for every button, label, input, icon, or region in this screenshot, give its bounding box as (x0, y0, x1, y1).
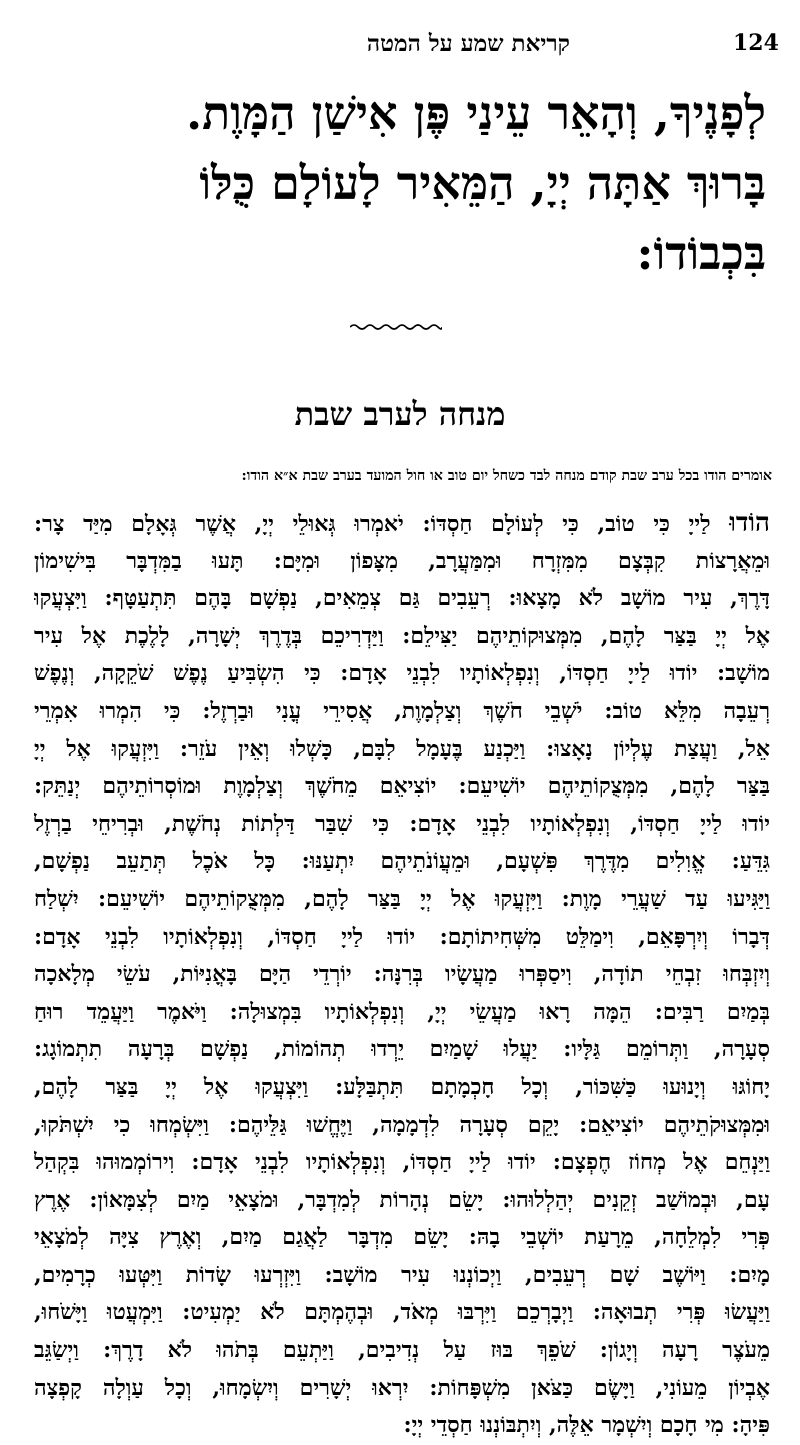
psalm-line: וְיִזְבְּחוּ זִבְחֵי תוֹדָה, וִיסַפְּרוּ מַעֲשָׂיו בְּרִנָּה: יוֹרְדֵי הַיָּם בָּאֳנִיּוֹת, עֹשֵׂי מְלָאכָה (34, 961, 770, 988)
psalm-line: וּמִמְּצוּקֹתֵיהֶם יוֹצִיאֵם: יָקֵם סְעָרָה לִדְמָמָה, וַיֶּחֱשׁוּ גַּלֵּיהֶם: וַיִּשְׂמְחוּ כִי יִשְׁתֹּקוּ, (34, 1111, 770, 1138)
psalm-line: אֵל, וַעֲצַת עֶלְיוֹן נָאָצוּ: וַיַּכְנַע בֶּעָמָל לִבָּם, כָּשְׁלוּ וְאֵין עֹזֵר: וַיִּזְעֲקוּ אֶל יְיָ (34, 735, 770, 762)
psalm-line: בְּמַיִם רַבִּים: הֵמָּה רָאוּ מַעֲשֵׂי יְיָ, וְנִפְלְאוֹתָיו בִּמְצוּלָה: וַיֹּאמֶר וַיַּעֲמֵד רוּחַ (34, 998, 770, 1025)
psalm-line: פִּיהָ: מִי חָכָם וְיִשְׁמָר אֵלֶּה, וְיִתְבּוֹנְנוּ חַסְדֵי יְיָ: (403, 1412, 770, 1439)
psalm-line: וּמֵאֲרָצוֹת קִבְּצָם מִמִּזְרָח וּמִמַּעֲרָב, מִצָּפוֹן וּמִיָּם: תָּעוּ בַמִּדְבָּר בִּישִׁימוֹן (34, 547, 770, 574)
psalm-line: וַיַּגִּיעוּ עַד שַׁעֲרֵי מָוֶת: וַיִּזְעֲקוּ אֶל יְיָ בַּצַּר לָהֶם, מִמְּצֻקוֹתֵיהֶם יוֹשִׁיעֵם: יִשְׁלַח (34, 885, 770, 912)
psalm-line: גִּדֵּעַ: אֱוִלִים מִדֶּרֶךְ פִּשְׁעָם, וּמֵעֲוֹנֹתֵיהֶם יִתְעַנּוּ: כָּל אֹכֶל תְּתַעֵב נַפְשָׁם, (34, 848, 770, 875)
psalm-line: וַיַּנְחֵם אֶל מְחוֹז חֶפְצָם: יוֹדוּ לַייָ חַסְדּוֹ, וְנִפְלְאוֹתָיו לִבְנֵי אָדָם: וִירוֹמְמוּהוּ בִּקְהַל (34, 1149, 770, 1176)
psalm-line: דָּרֶךְ, עִיר מוֹשָׁב לֹא מָצָאוּ: רְעֵבִים גַּם צְמֵאִים, נַפְשָׁם בָּהֶם תִּתְעַטָּף: וַיִּצְעֲקוּ (34, 585, 770, 612)
psalm-lead-word: הוֹדוּ (729, 508, 770, 538)
closing-blessing-line: לְפָנֶיךָ, וְהָאֵר עֵינַי פֶּן אִישַׁן הַמָּוֶת. (186, 86, 766, 140)
page-number: 124 (733, 30, 779, 56)
psalm-line: מֵעֹצֶר רָעָה וְיָגוֹן: שֹׁפֵךְ בּוּז עַל נְדִיבִים, וַיַּתְעֵם בְּתֹהוּ לֹא דָרֶךְ: וַיְשַׂגֵּב (34, 1337, 770, 1364)
psalm-line: יָחוֹגּוּ וְיָנוּעוּ כַּשִּׁכּוֹר, וְכָל חָכְמָתָם תִּתְבַּלָּע: וַיִּצְעֲקוּ אֶל יְיָ בַּצַּר לָהֶם, (34, 1073, 770, 1100)
psalm-line (34, 505, 770, 543)
wavy-divider-ornament (350, 320, 442, 334)
psalm-line: רְעֵבָה מִלֵּא טוֹב: יֹשְׁבֵי חֹשֶׁךְ וְצַלְמָוֶת, אֲסִירֵי עֳנִי וּבַרְזֶל: כִּי הִמְרוּ אִמְרֵי (34, 697, 770, 724)
psalm-line: סְעָרָה, וַתְּרוֹמֵם גַּלָּיו: יַעֲלוּ שָׁמַיִם יֵרְדוּ תְהוֹמוֹת, נַפְשָׁם בְּרָעָה תִתְמוֹגָג: (34, 1036, 770, 1063)
psalm-text (34, 505, 770, 1445)
instruction-note: אומרים הודו בכל ערב שבת קודם מנחה לבד כשחל יום טוב או חול המועד בערב שבת א״א הודו: (241, 468, 772, 484)
psalm-line: אֶל יְיָ בַּצַּר לָהֶם, מִמְּצוּקוֹתֵיהֶם יַצִּילֵם: וַיַּדְרִיכֵם בְּדֶרֶךְ יְשָׁרָה, לָלֶכֶת אֶל עִיר (34, 622, 770, 649)
psalm-line: מוֹשָׁב: יוֹדוּ לַייָ חַסְדּוֹ, וְנִפְלְאוֹתָיו לִבְנֵי אָדָם: כִּי הִשְׂבִּיעַ נֶפֶשׁ שֹׁקֵקָה, וְנֶפֶשׁ (34, 660, 770, 687)
psalm-line: יוֹדוּ לַייָ חַסְדּוֹ, וְנִפְלְאוֹתָיו לִבְנֵי אָדָם: כִּי שִׁבַּר דַּלְתוֹת נְחֹשֶׁת, וּבְרִיחֵי בַרְזֶל (34, 810, 770, 837)
closing-blessing-line: בִּכְבוֹדוֹ: (636, 226, 766, 280)
psalm-line-text: לַייָ כִּי טוֹב, כִּי לְעוֹלָם חַסְדּוֹ: יֹאמְרוּ גְּאוּלֵי יְיָ, אֲשֶׁר גְּאָלָם מִיַּד צָר: (34, 511, 711, 537)
psalm-line: אֶבְיוֹן מֵעוֹנִי, וַיָּשֶׂם כַּצֹּאן מִשְׁפָּחוֹת: יִרְאוּ יְשָׁרִים וְיִשְׂמָחוּ, וְכָל עַוְלָה קָפְצָה (34, 1374, 770, 1401)
psalm-line: בַּצַּר לָהֶם, מִמְּצֻקוֹתֵיהֶם יוֹשִׁיעֵם: יוֹצִיאֵם מֵחֹשֶׁךְ וְצַלְמָוֶת וּמוֹסְרוֹתֵיהֶם יְנַתֵּק: (34, 773, 770, 800)
psalm-line: דְּבָרוֹ וְיִרְפָּאֵם, וִימַלֵּט מִשְּׁחִיתוֹתָם: יוֹדוּ לַייָ חַסְדּוֹ, וְנִפְלְאוֹתָיו לִבְנֵי אָדָם: (34, 923, 770, 950)
running-head (0, 30, 800, 64)
closing-blessing-line: בָּרוּךְ אַתָּה יְיָ, הַמֵּאִיר לָעוֹלָם כֻּלּוֹ (199, 156, 766, 210)
psalm-line: וַיַּעֲשׂוּ פְּרִי תְבוּאָה: וַיְבָרְכֵם וַיִּרְבּוּ מְאֹד, וּבְהֶמְתָּם לֹא יַמְעִיט: וַיִּמְעֲטוּ וַיָּשֹׁחוּ, (34, 1299, 770, 1326)
section-title: מנחה לערב שבת (294, 395, 506, 433)
closing-blessing (38, 78, 766, 288)
psalm-line: מָיִם: וַיּוֹשֶׁב שָׁם רְעֵבִים, וַיְכוֹנְנוּ עִיר מוֹשָׁב: וַיִּזְרְעוּ שָׂדוֹת וַיִּטְּעוּ כְרָמִים, (34, 1261, 770, 1288)
running-title: קריאת שמע על המטה (366, 30, 570, 57)
psalm-line: עָם, וּבְמוֹשַׁב זְקֵנִים יְהַלְלוּהוּ: יָשֵׂם נְהָרוֹת לְמִדְבָּר, וּמֹצָאֵי מַיִם לְצִמָּאוֹן: אֶרֶץ (34, 1186, 770, 1213)
psalm-line: פְּרִי לִמְלֵחָה, מֵרָעַת יוֹשְׁבֵי בָהּ: יָשֵׂם מִדְבָּר לַאֲגַם מַיִם, וְאֶרֶץ צִיָּה לְמֹצָאֵי (34, 1224, 770, 1251)
